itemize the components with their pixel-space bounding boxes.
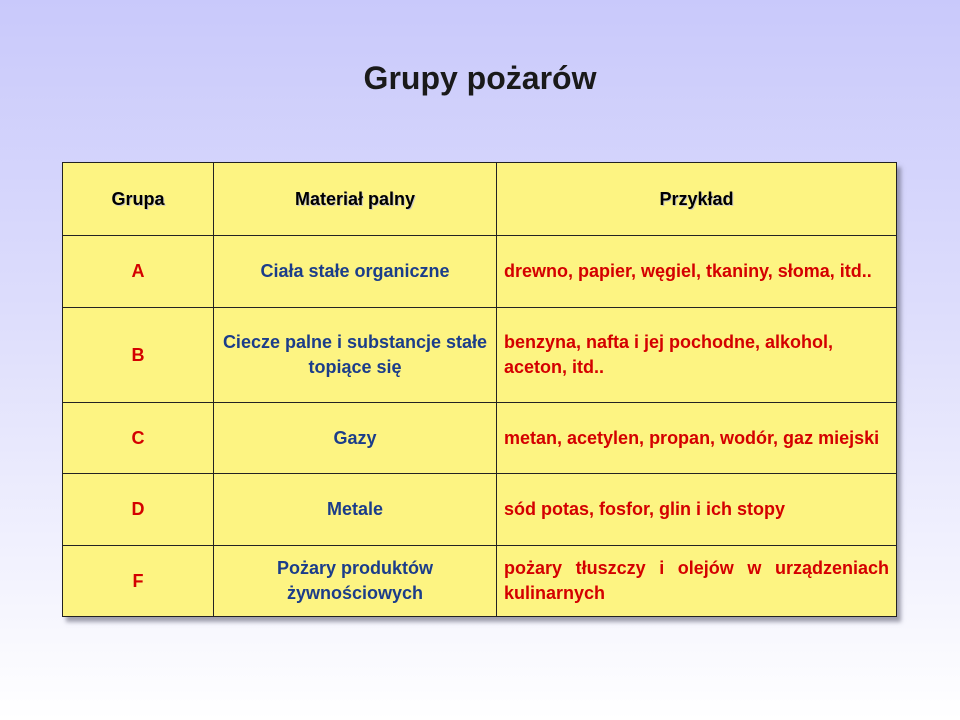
example-cell: metan, acetylen, propan, wodór, gaz miejski bbox=[497, 403, 897, 474]
header-group: Grupa bbox=[63, 163, 214, 236]
example-cell: pożary tłuszczy i olejów w urządzeniach kulinarnych bbox=[497, 546, 897, 617]
example-cell: sód potas, fosfor, glin i ich stopy bbox=[497, 474, 897, 546]
group-cell: A bbox=[63, 236, 214, 308]
header-material: Materiał palny bbox=[214, 163, 497, 236]
material-cell: Metale bbox=[214, 474, 497, 546]
material-cell: Ciała stałe organiczne bbox=[214, 236, 497, 308]
material-cell: Pożary produktów żywnościowych bbox=[214, 546, 497, 617]
group-cell: D bbox=[63, 474, 214, 546]
table-row bbox=[63, 236, 897, 308]
example-cell: benzyna, nafta i jej pochodne, alkohol, aceton, itd.. bbox=[497, 308, 897, 403]
group-cell: C bbox=[63, 403, 214, 474]
fire-groups-table bbox=[62, 162, 897, 617]
material-cell: Ciecze palne i substancje stałe topiące się bbox=[214, 308, 497, 403]
header-example: Przykład bbox=[497, 163, 897, 236]
table-header-row bbox=[63, 163, 897, 236]
group-cell: B bbox=[63, 308, 214, 403]
table-row bbox=[63, 546, 897, 617]
group-cell: F bbox=[63, 546, 214, 617]
material-cell: Gazy bbox=[214, 403, 497, 474]
slide-title: Grupy pożarów bbox=[363, 60, 597, 96]
example-cell: drewno, papier, węgiel, tkaniny, słoma, itd.. bbox=[497, 236, 897, 308]
table-row bbox=[63, 403, 897, 474]
table-row bbox=[63, 474, 897, 546]
table-row bbox=[63, 308, 897, 403]
